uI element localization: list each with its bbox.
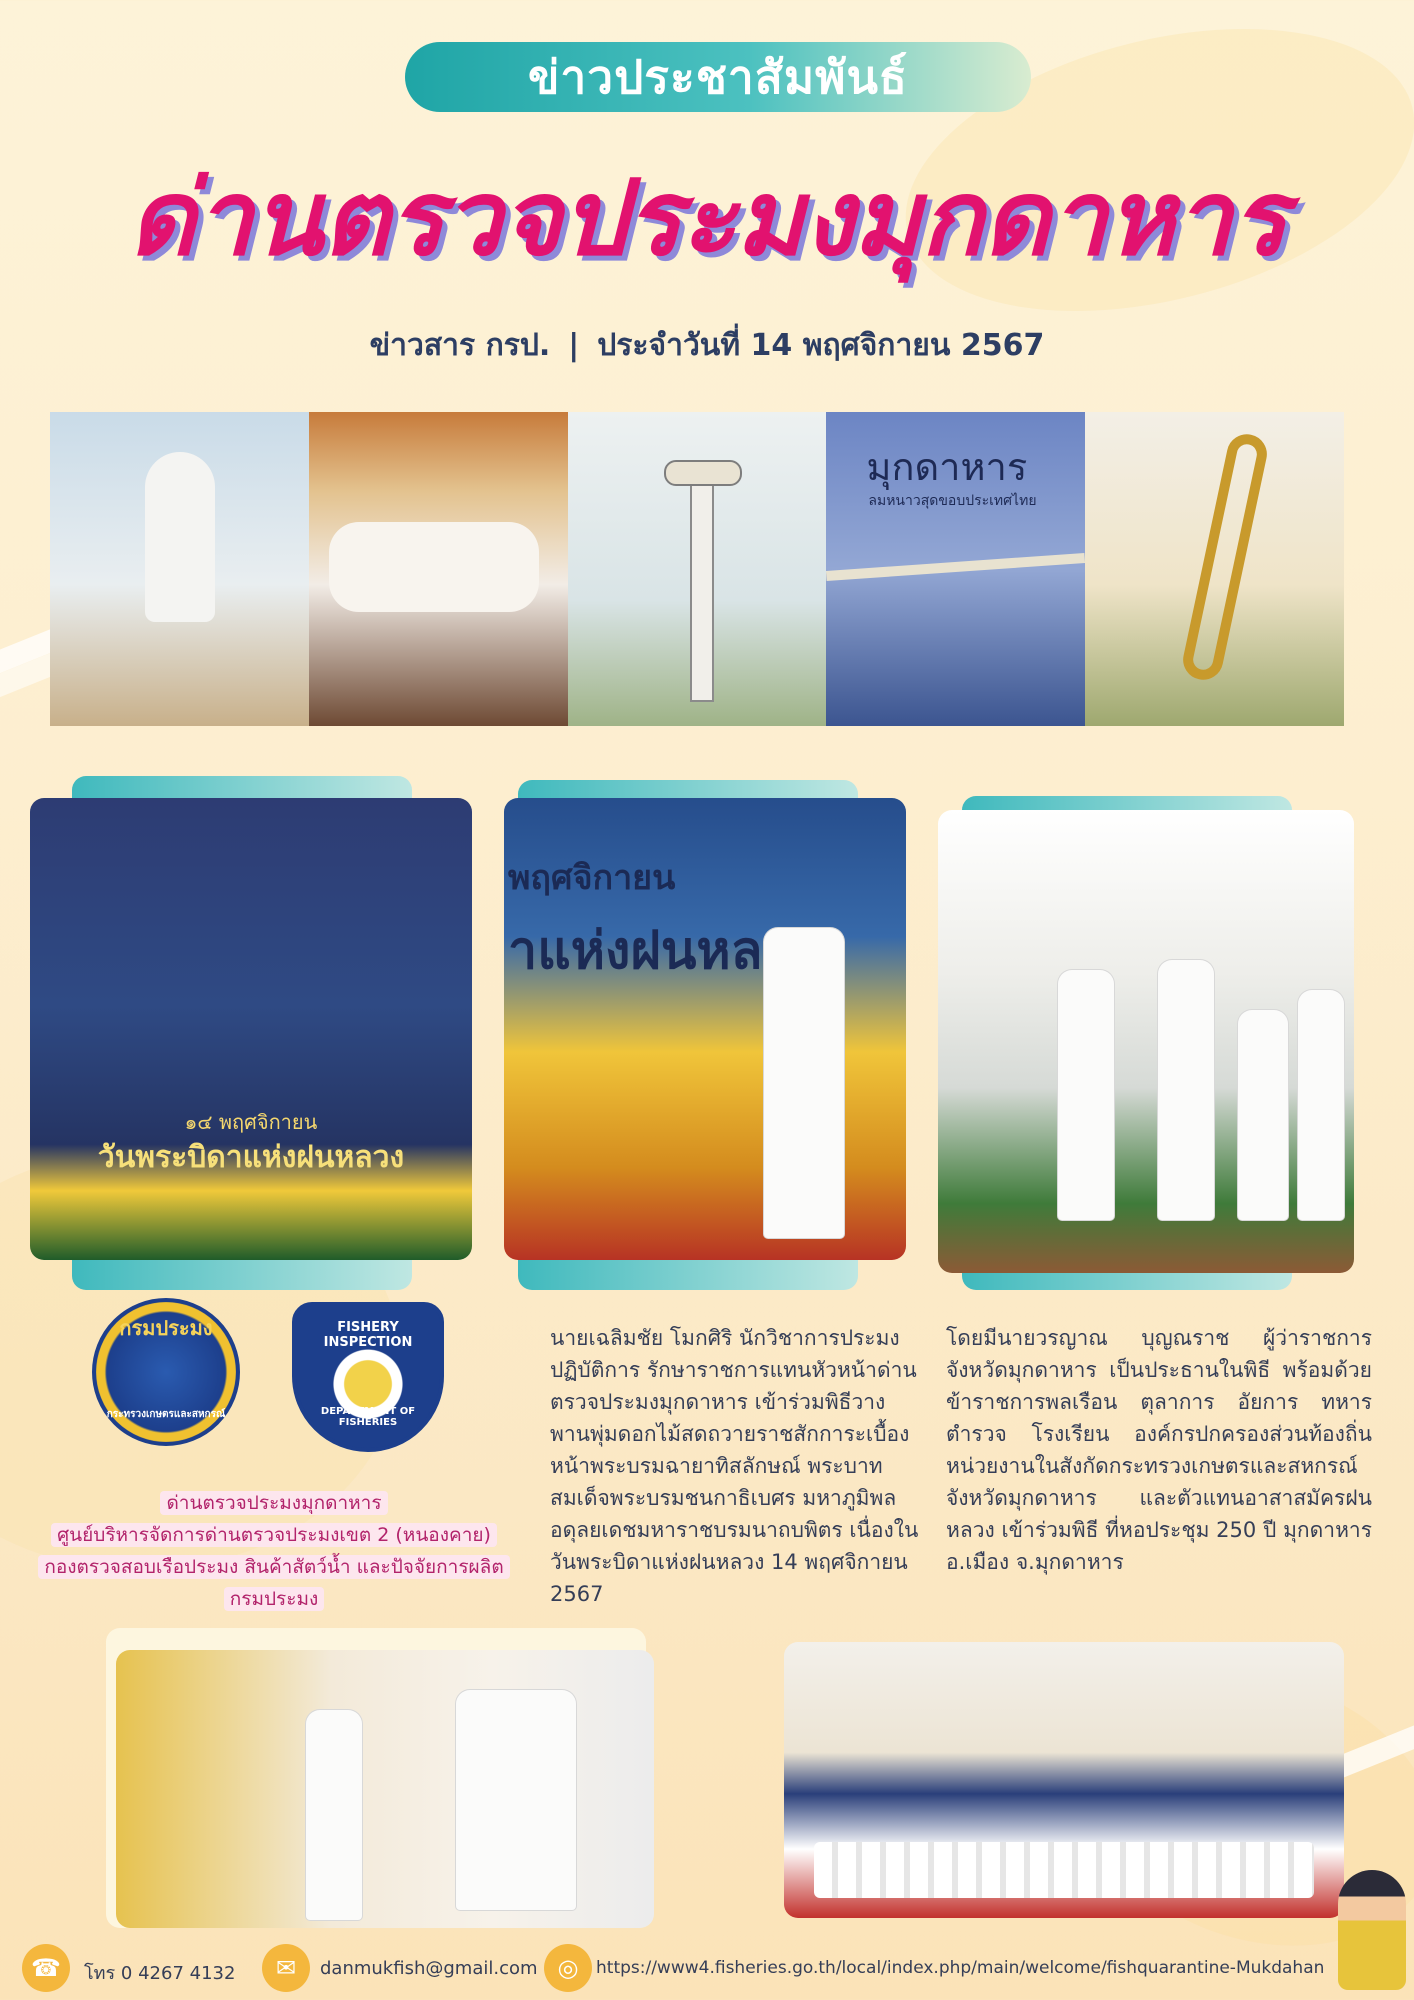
fishery-inspection-top-text: FISHERY INSPECTION (323, 1320, 413, 1350)
photo2-caption-line2: าแห่งฝนหล (508, 920, 763, 981)
buddha-statue-image (145, 452, 215, 622)
org-line: ด่านตรวจประมงมุกดาหาร (160, 1491, 387, 1515)
official-figure (1158, 960, 1214, 1220)
official-figure (764, 928, 844, 1238)
banner-panel-naga (1085, 412, 1344, 726)
article-column-2: โดยมีนายวรญาณ บุญณราช ผู้ว่าราชการจังหวัดมุกดาหาร เป็นประธานในพิธี พร้อมด้วยข้าราชการพลเรือน ตุลาการ อัยการ ทหาร ตำรวจ โรงเรียน องค์กรปกครองส่วนท้องถิ่น หน่วยงานในสังกัดกระทรวงเกษตรและสหกรณ์จังหวัดมุกดาหาร และตัวแทนอาสาสมัครฝนหลวง เข้าร่วมพิธี ที่หอประชุม 250 ปี มุกดาหาร อ.เมือง จ.มุกดาหาร (946, 1326, 1372, 1574)
photo1-caption-title: วันพระบิดาแห่งฝนหลวง (97, 1140, 405, 1175)
bridge-image (826, 553, 1085, 581)
official-figure (1298, 990, 1344, 1220)
photo-ceremony-portrait (30, 798, 472, 1260)
contact-footer (0, 1944, 1414, 2000)
officials-group (456, 1690, 576, 1910)
globe-icon: ◎ (544, 1944, 592, 1992)
org-line: ศูนย์บริหารจัดการด่านตรวจประมงเขต 2 (หนองคาย) (51, 1523, 497, 1547)
naga-sculpture-image (1180, 431, 1271, 684)
header-tag-label: ข่าวประชาสัมพันธ์ (527, 49, 908, 104)
officials-row (814, 1842, 1314, 1898)
email-icon: ✉ (262, 1944, 310, 1992)
landmark-banner (50, 412, 1344, 726)
inspector-mascot (1338, 1870, 1406, 1990)
dof-logo (92, 1298, 240, 1446)
book-subtitle: ลมหนาวสุดขอบประเทศไทย (868, 493, 1037, 509)
fishery-inspection-logo (292, 1302, 444, 1452)
banner-panel-bridge (826, 412, 1085, 726)
official-figure (306, 1710, 362, 1920)
footer-email[interactable]: danmukfish@gmail.com (320, 1958, 538, 1979)
tower-top-image (664, 460, 742, 486)
org-line: กองตรวจสอบเรือประมง สินค้าสัตว์น้ำ และปัจจัยการผลิต (38, 1555, 509, 1579)
phone-icon: ☎ (22, 1944, 70, 1992)
subtitle-date: ประจำวันที่ 14 พฤศจิกายน 2567 (597, 328, 1045, 363)
waterfall-image (329, 522, 539, 612)
photo-offering-line (116, 1650, 654, 1928)
page-title: ด่านตรวจประมงมุกดาหาร (127, 157, 1287, 279)
photo2-caption-line1: พฤศจิกายน (508, 858, 676, 898)
photo-offering (504, 798, 906, 1260)
official-figure (1238, 1010, 1288, 1220)
photo-exhibition (938, 810, 1354, 1273)
page-subtitle (0, 322, 1414, 369)
photo-group (784, 1642, 1344, 1918)
banner-panel-waterfall (309, 412, 568, 726)
article-column-1: นายเฉลิมชัย โมกศิริ นักวิชาการประมงปฏิบัติการ รักษาราชการแทนหัวหน้าด่านตรวจประมงมุกดาหาร เข้าร่วมพิธีวางพานพุ่มดอกไม้สดถวายราชสักการะเบื้องหน้าพระบรมฉายาทิสลักษณ์ พระบาทสมเด็จพระบรมชนกาธิเบศร มหาภูมิพลอดุลยเดชมหาราชบรมนาถบพิตร เนื่องในวันพระบิดาแห่งฝนหลวง 14 พฤศจิกายน 2567 (550, 1326, 919, 1606)
footer-website[interactable]: https://www4.fisheries.go.th/local/index.php/main/welcome/fishquarantine-Mukdahan (596, 1958, 1325, 1978)
fishery-inspection-bottom-text: DEPARTMENT OF FISHERIES (320, 1406, 416, 1428)
banner-panel-buddha (50, 412, 309, 726)
dof-logo-text: กรมประมง (119, 1316, 213, 1340)
banner-panel-tower (568, 412, 827, 726)
official-figure (1058, 970, 1114, 1220)
book-title: มุกดาหาร (866, 445, 1028, 489)
dof-logo-bottom-text: กระทรวงเกษตรและสหกรณ์ (106, 1409, 226, 1420)
subtitle-source: ข่าวสาร กรป. (369, 328, 551, 363)
org-line: กรมประมง (224, 1587, 325, 1611)
photo1-caption-date: ๑๔ พฤศจิกายน (184, 1110, 318, 1134)
subtitle-separator: | (568, 328, 580, 363)
footer-phone: โทร 0 4267 4132 (84, 1963, 236, 1984)
header-tag (405, 42, 1031, 112)
tower-image (690, 472, 714, 702)
organization-block (10, 1487, 538, 1615)
